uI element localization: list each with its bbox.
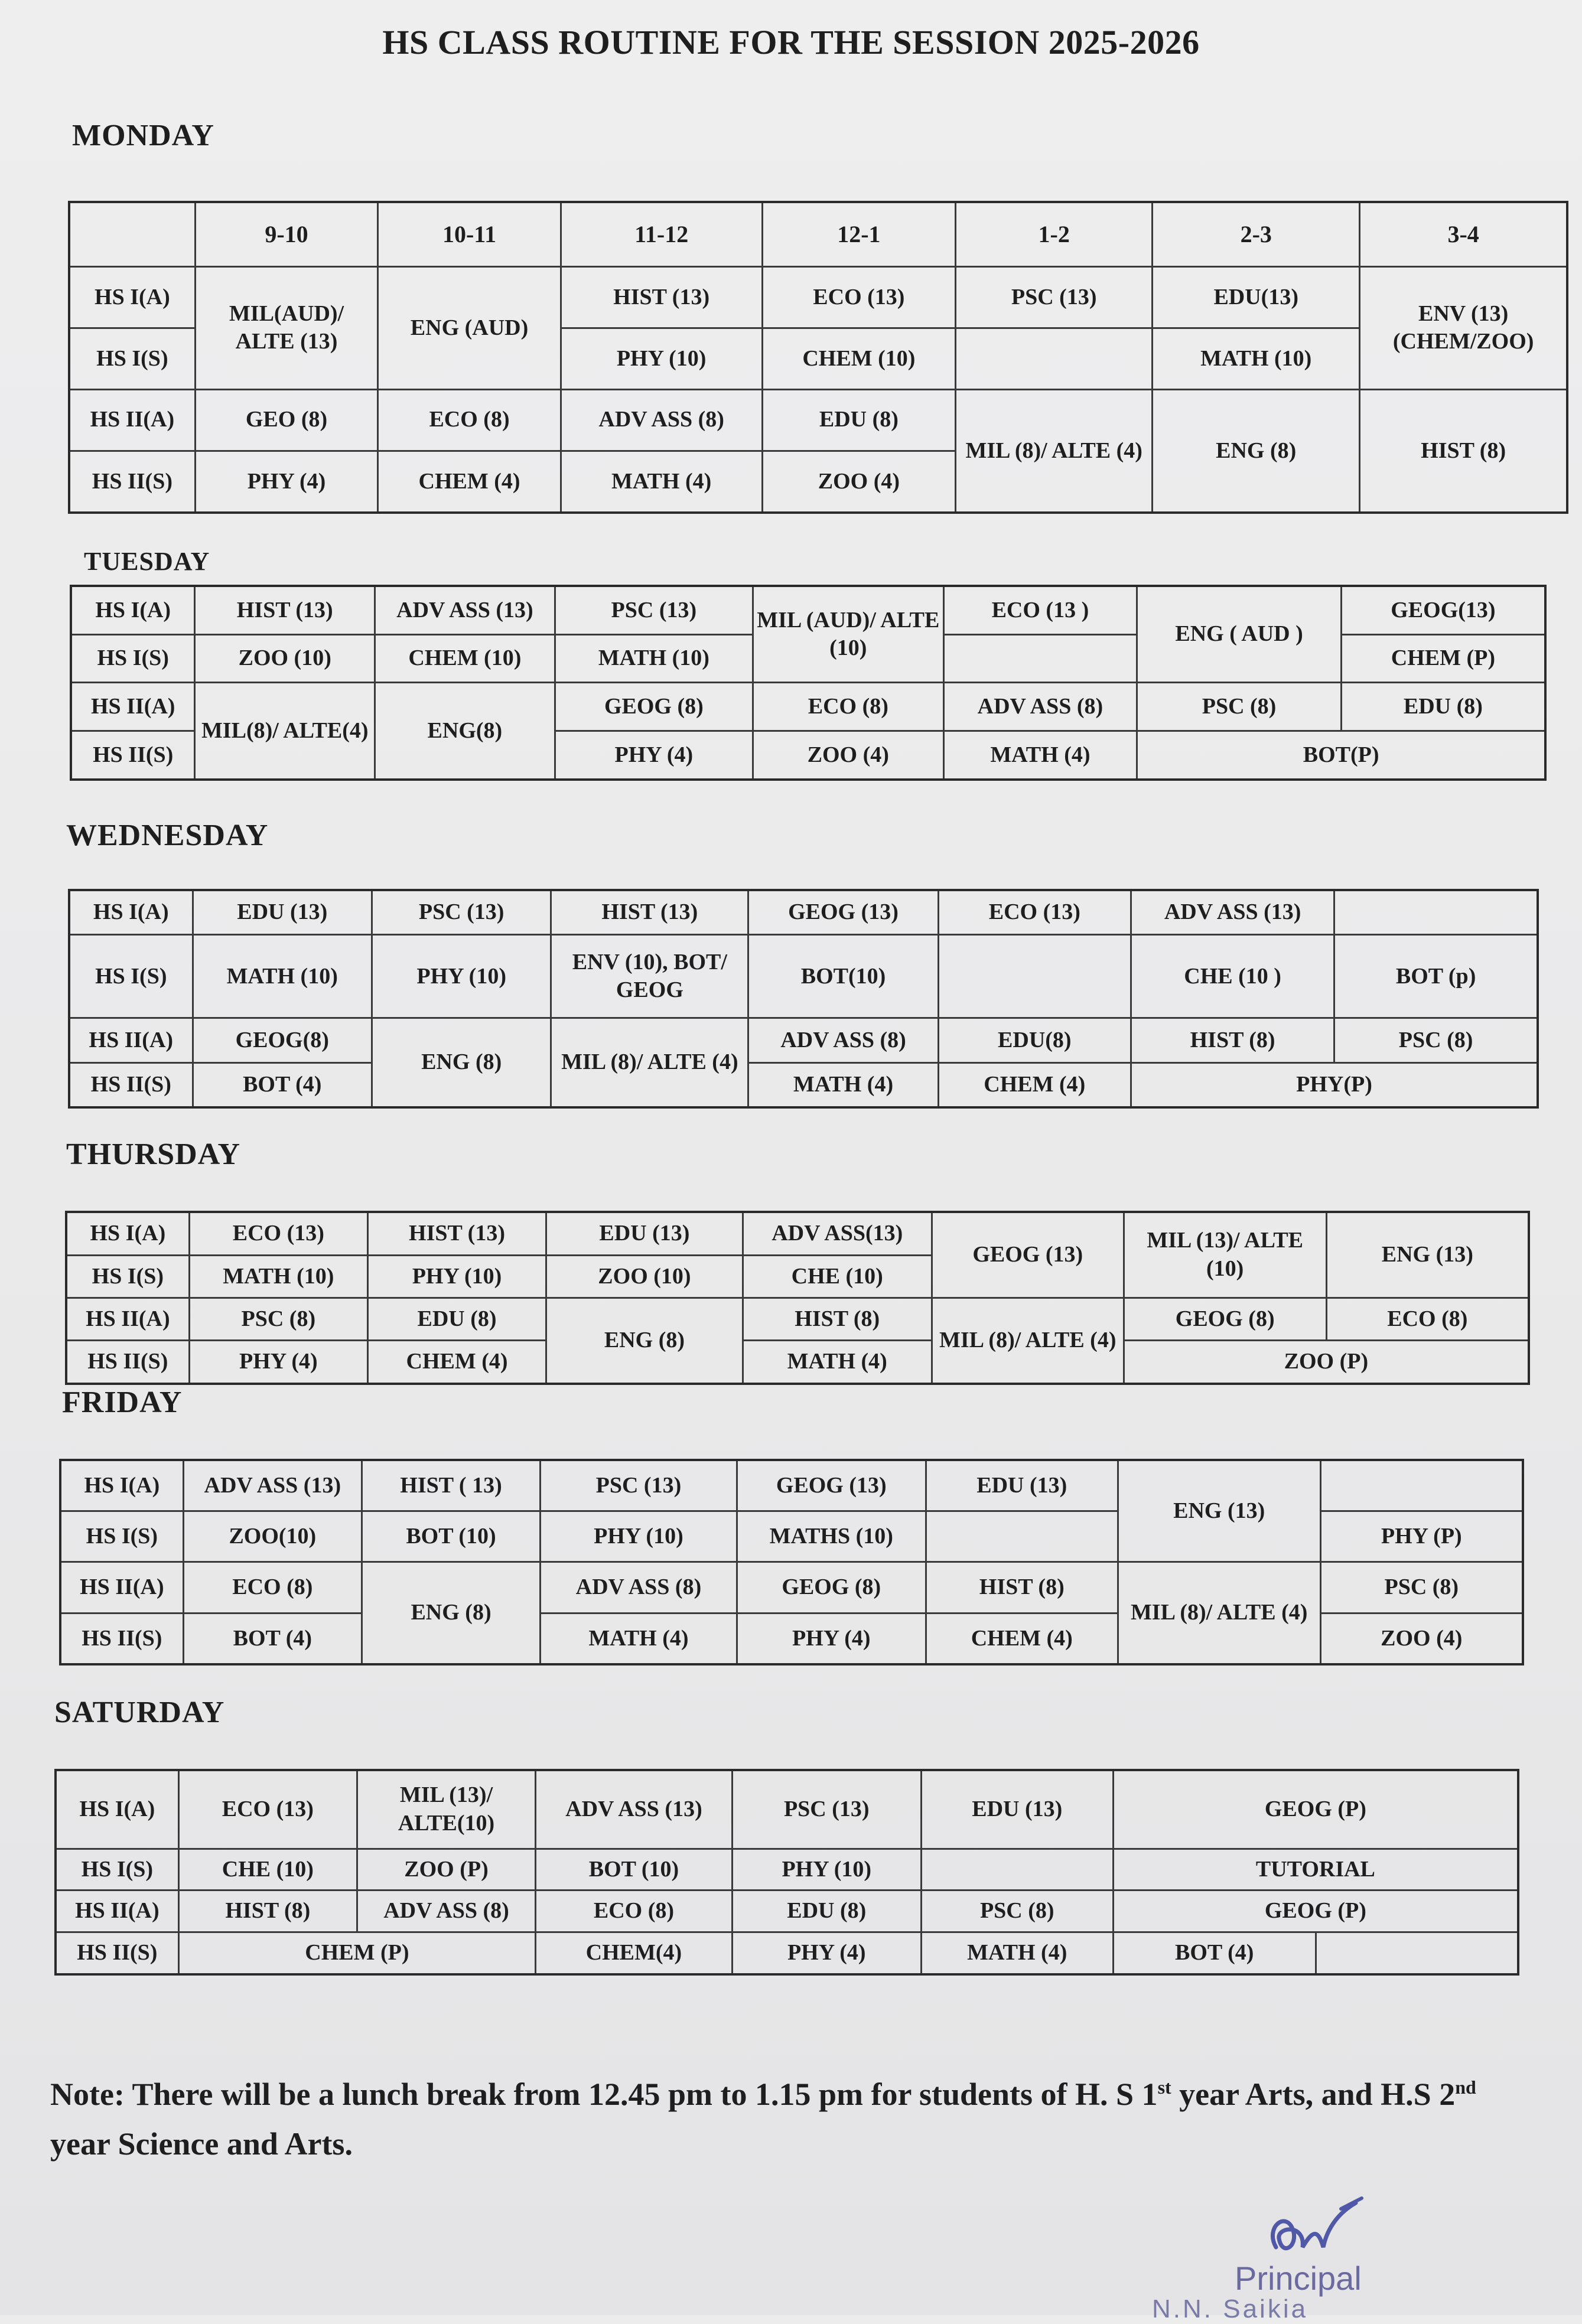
- subject-cell: CHE (10): [743, 1255, 932, 1298]
- note-sup-2: nd: [1455, 2077, 1476, 2098]
- routine-table-tuesday: [70, 585, 1547, 781]
- routine-table-friday: [59, 1459, 1524, 1665]
- subject-cell: MIL (8)/ ALTE (4): [956, 389, 1153, 513]
- routine-table-monday: [68, 201, 1568, 514]
- subject-cell: ADV ASS (8): [541, 1562, 737, 1613]
- subject-cell: [1334, 890, 1538, 935]
- class-row: [69, 389, 1567, 451]
- subject-cell: PSC (13): [956, 267, 1153, 328]
- subject-cell: ADV ASS (8): [561, 389, 762, 451]
- subject-cell: ADV ASS (8): [943, 683, 1137, 731]
- class-label: HS I(S): [56, 1849, 178, 1891]
- subject-cell: HIST (8): [743, 1298, 932, 1340]
- subject-cell: ENV (13) (CHEM/ZOO): [1360, 267, 1567, 390]
- class-label: HS I(A): [60, 1460, 183, 1511]
- class-row: [69, 1062, 1538, 1107]
- subject-cell: BOT (10): [362, 1511, 540, 1562]
- subject-cell: HIST (13): [551, 890, 748, 935]
- subject-cell: EDU (8): [762, 389, 956, 451]
- subject-cell: CHEM (P): [178, 1932, 535, 1974]
- subject-cell: ECO (8): [183, 1562, 362, 1613]
- subject-cell: MIL (8)/ ALTE (4): [1118, 1562, 1320, 1664]
- subject-cell: ECO (8): [753, 683, 944, 731]
- class-row: [60, 1562, 1523, 1613]
- subject-cell: GEOG(8): [193, 1018, 372, 1062]
- subject-cell: PSC (8): [1320, 1562, 1523, 1613]
- subject-cell: PHY (10): [372, 935, 551, 1018]
- subject-cell: ENG (8): [1153, 389, 1360, 513]
- day-heading-saturday: SATURDAY: [54, 1696, 225, 1729]
- subject-cell: ZOO (10): [546, 1255, 743, 1298]
- subject-cell: MIL(AUD)/ ALTE (13): [195, 267, 378, 390]
- class-row: [66, 1341, 1529, 1384]
- subject-cell: MATH (4): [541, 1613, 737, 1664]
- subject-cell: MATH (4): [943, 731, 1137, 780]
- class-row: [56, 1770, 1518, 1849]
- class-label: HS II(A): [69, 1018, 193, 1062]
- subject-cell: ADV ASS (8): [357, 1891, 535, 1932]
- subject-cell: PSC (8): [1137, 683, 1342, 731]
- subject-cell: MATH (10): [1153, 328, 1360, 389]
- subject-cell: PHY (4): [555, 731, 753, 780]
- class-label: HS I(S): [69, 935, 193, 1018]
- subject-cell: EDU (13): [926, 1460, 1118, 1511]
- class-label: HS II(S): [69, 1062, 193, 1107]
- subject-cell: TUTORIAL: [1113, 1849, 1518, 1891]
- subject-cell: BOT (4): [193, 1062, 372, 1107]
- class-label: HS I(S): [69, 328, 195, 389]
- subject-cell: BOT (4): [183, 1613, 362, 1664]
- subject-cell: GEOG (8): [555, 683, 753, 731]
- class-row: [56, 1849, 1518, 1891]
- subject-cell: ENG (13): [1326, 1212, 1529, 1298]
- class-row: [60, 1460, 1523, 1511]
- subject-cell: ECO (13): [189, 1212, 367, 1255]
- time-slot-header: 12-1: [762, 202, 956, 267]
- subject-cell: ZOO(10): [183, 1511, 362, 1562]
- note-prefix: Note:: [50, 2077, 125, 2112]
- class-label: HS II(S): [56, 1932, 178, 1974]
- page-title: HS CLASS ROUTINE FOR THE SESSION 2025-2026: [382, 23, 1200, 61]
- subject-cell: ZOO (10): [195, 634, 375, 683]
- subject-cell: CHEM (10): [762, 328, 956, 389]
- subject-cell: ECO (8): [536, 1891, 733, 1932]
- subject-cell: [938, 935, 1131, 1018]
- subject-cell: HIST ( 13): [362, 1460, 540, 1511]
- class-label: HS II(S): [71, 731, 195, 780]
- subject-cell: GEOG (13): [748, 890, 938, 935]
- subject-cell: CHEM(4): [536, 1932, 733, 1974]
- subject-cell: [1316, 1932, 1518, 1974]
- class-label: HS II(A): [66, 1298, 189, 1340]
- subject-cell: [1320, 1460, 1523, 1511]
- day-heading-wednesday: WEDNESDAY: [66, 819, 269, 852]
- subject-cell: PSC (13): [372, 890, 551, 935]
- class-label: HS II(A): [71, 683, 195, 731]
- class-row: [69, 1018, 1538, 1062]
- subject-cell: CHEM (4): [938, 1062, 1131, 1107]
- subject-cell: ENG ( AUD ): [1137, 586, 1342, 683]
- subject-cell: MATH (4): [743, 1341, 932, 1384]
- subject-cell: MIL (13)/ ALTE (10): [1124, 1212, 1326, 1298]
- subject-cell: GEOG (8): [737, 1562, 926, 1613]
- subject-cell: ADV ASS (8): [748, 1018, 938, 1062]
- subject-cell: HIST (8): [1360, 389, 1567, 513]
- subject-cell: MATH (10): [193, 935, 372, 1018]
- subject-cell: MIL (AUD)/ ALTE (10): [753, 586, 944, 683]
- subject-cell: ENG (8): [546, 1298, 743, 1384]
- time-slot-header: 1-2: [956, 202, 1153, 267]
- class-label: HS I(A): [66, 1212, 189, 1255]
- day-heading-friday: FRIDAY: [62, 1386, 183, 1419]
- header-blank-cell: [69, 202, 195, 267]
- subject-cell: GEOG (13): [932, 1212, 1124, 1298]
- class-row: [69, 935, 1538, 1018]
- class-label: HS II(S): [69, 451, 195, 513]
- subject-cell: ADV ASS (13): [536, 1770, 733, 1849]
- class-row: [69, 267, 1567, 328]
- time-slot-header: 2-3: [1153, 202, 1360, 267]
- subject-cell: MIL (8)/ ALTE (4): [932, 1298, 1124, 1384]
- time-slot-header: 9-10: [195, 202, 378, 267]
- routine-table-thursday: [65, 1211, 1530, 1385]
- subject-cell: PHY (10): [541, 1511, 737, 1562]
- subject-cell: PHY (10): [561, 328, 762, 389]
- subject-cell: ZOO (4): [753, 731, 944, 780]
- subject-cell: PHY (10): [367, 1255, 546, 1298]
- subject-cell: HIST (13): [195, 586, 375, 634]
- day-heading-tuesday: TUESDAY: [84, 547, 210, 576]
- time-slot-header-row: [69, 202, 1567, 267]
- subject-cell: HIST (8): [1131, 1018, 1334, 1062]
- subject-cell: ENG (AUD): [378, 267, 561, 390]
- subject-cell: CHEM (10): [375, 634, 555, 683]
- subject-cell: EDU (13): [193, 890, 372, 935]
- subject-cell: ECO (13): [762, 267, 956, 328]
- subject-cell: BOT (p): [1334, 935, 1538, 1018]
- subject-cell: MATH (4): [561, 451, 762, 513]
- subject-cell: MATH (10): [555, 634, 753, 683]
- subject-cell: HIST (13): [561, 267, 762, 328]
- note-text-1: There will be a lunch break from 12.45 pm to 1.15 pm for students of H. S 1: [124, 2077, 1158, 2112]
- subject-cell: PHY (4): [189, 1341, 367, 1384]
- subject-cell: MATHS (10): [737, 1511, 926, 1562]
- subject-cell: PSC (8): [1334, 1018, 1538, 1062]
- subject-cell: ECO (13): [178, 1770, 357, 1849]
- subject-cell: [926, 1511, 1118, 1562]
- lunch-break-note: [50, 2070, 1533, 2169]
- subject-cell: ADV ASS(13): [743, 1212, 932, 1255]
- note-text-2: year Arts, and H.S 2: [1171, 2077, 1456, 2112]
- routine-table-saturday: [54, 1769, 1519, 1976]
- subject-cell: ENG (8): [362, 1562, 540, 1664]
- subject-cell: PSC (8): [921, 1891, 1113, 1932]
- subject-cell: ADV ASS (13): [375, 586, 555, 634]
- note-text-3: year Science and Arts.: [50, 2126, 353, 2162]
- class-row: [56, 1891, 1518, 1932]
- subject-cell: CHE (10 ): [1131, 935, 1334, 1018]
- class-label: HS I(S): [71, 634, 195, 683]
- routine-table-wednesday: [68, 889, 1539, 1109]
- subject-cell: ECO (8): [378, 389, 561, 451]
- class-row: [66, 1212, 1529, 1255]
- subject-cell: EDU (8): [367, 1298, 546, 1340]
- class-label: HS I(A): [69, 267, 195, 328]
- day-heading-thursday: THURSDAY: [66, 1137, 241, 1171]
- subject-cell: ADV ASS (13): [183, 1460, 362, 1511]
- subject-cell: PHY (4): [195, 451, 378, 513]
- subject-cell: HIST (8): [926, 1562, 1118, 1613]
- subject-cell: EDU (13): [546, 1212, 743, 1255]
- subject-cell: MATH (4): [921, 1932, 1113, 1974]
- time-slot-header: 10-11: [378, 202, 561, 267]
- subject-cell: HIST (8): [178, 1891, 357, 1932]
- subject-cell: BOT (10): [536, 1849, 733, 1891]
- subject-cell: HIST (13): [367, 1212, 546, 1255]
- subject-cell: GEOG (13): [737, 1460, 926, 1511]
- subject-cell: BOT(P): [1137, 731, 1545, 780]
- subject-cell: BOT (4): [1113, 1932, 1316, 1974]
- class-label: HS I(A): [71, 586, 195, 634]
- subject-cell: PHY (P): [1320, 1511, 1523, 1562]
- subject-cell: ADV ASS (13): [1131, 890, 1334, 935]
- subject-cell: PSC (13): [555, 586, 753, 634]
- class-row: [56, 1932, 1518, 1974]
- subject-cell: CHE (10): [178, 1849, 357, 1891]
- class-label: HS II(S): [66, 1341, 189, 1384]
- subject-cell: MATH (10): [189, 1255, 367, 1298]
- subject-cell: [921, 1849, 1113, 1891]
- subject-cell: GEOG(13): [1341, 586, 1545, 634]
- subject-cell: PHY (4): [732, 1932, 921, 1974]
- subject-cell: PHY (4): [737, 1613, 926, 1664]
- class-label: HS I(S): [60, 1511, 183, 1562]
- subject-cell: PHY (10): [732, 1849, 921, 1891]
- subject-cell: PSC (13): [732, 1770, 921, 1849]
- class-row: [71, 586, 1545, 634]
- principal-seal-line: N.N. Saikia: [1152, 2294, 1308, 2323]
- subject-cell: ZOO (4): [1320, 1613, 1523, 1664]
- subject-cell: GEOG (8): [1124, 1298, 1326, 1340]
- subject-cell: CHEM (4): [367, 1341, 546, 1384]
- subject-cell: CHEM (P): [1341, 634, 1545, 683]
- class-row: [71, 683, 1545, 731]
- time-slot-header: 11-12: [561, 202, 762, 267]
- subject-cell: ENG (13): [1118, 1460, 1320, 1562]
- subject-cell: [943, 634, 1137, 683]
- class-label: HS II(A): [56, 1891, 178, 1932]
- subject-cell: ENV (10), BOT/ GEOG: [551, 935, 748, 1018]
- subject-cell: EDU (8): [732, 1891, 921, 1932]
- principal-title: Principal: [1235, 2260, 1362, 2297]
- subject-cell: MATH (4): [748, 1062, 938, 1107]
- subject-cell: ZOO (4): [762, 451, 956, 513]
- class-label: HS I(S): [66, 1255, 189, 1298]
- subject-cell: MIL(8)/ ALTE(4): [195, 683, 375, 780]
- subject-cell: ENG (8): [372, 1018, 551, 1107]
- subject-cell: ECO (13 ): [943, 586, 1137, 634]
- subject-cell: PSC (13): [541, 1460, 737, 1511]
- class-label: HS II(A): [60, 1562, 183, 1613]
- subject-cell: MIL (8)/ ALTE (4): [551, 1018, 748, 1107]
- subject-cell: MIL (13)/ ALTE(10): [357, 1770, 535, 1849]
- note-sup-1: st: [1157, 2077, 1171, 2098]
- class-label: HS II(A): [69, 389, 195, 451]
- subject-cell: BOT(10): [748, 935, 938, 1018]
- class-label: HS II(S): [60, 1613, 183, 1664]
- subject-cell: EDU (8): [1341, 683, 1545, 731]
- class-label: HS I(A): [56, 1770, 178, 1849]
- subject-cell: GEO (8): [195, 389, 378, 451]
- subject-cell: EDU(8): [938, 1018, 1131, 1062]
- subject-cell: ZOO (P): [1124, 1341, 1529, 1384]
- subject-cell: ECO (8): [1326, 1298, 1529, 1340]
- subject-cell: [956, 328, 1153, 389]
- subject-cell: ENG(8): [375, 683, 555, 780]
- class-row: [66, 1298, 1529, 1340]
- day-heading-monday: MONDAY: [72, 119, 214, 152]
- class-label: HS I(A): [69, 890, 193, 935]
- subject-cell: EDU(13): [1153, 267, 1360, 328]
- subject-cell: ZOO (P): [357, 1849, 535, 1891]
- subject-cell: EDU (13): [921, 1770, 1113, 1849]
- subject-cell: PHY(P): [1131, 1062, 1538, 1107]
- subject-cell: CHEM (4): [926, 1613, 1118, 1664]
- subject-cell: GEOG (P): [1113, 1770, 1518, 1849]
- subject-cell: PSC (8): [189, 1298, 367, 1340]
- subject-cell: CHEM (4): [378, 451, 561, 513]
- class-row: [69, 890, 1538, 935]
- subject-cell: ECO (13): [938, 890, 1131, 935]
- time-slot-header: 3-4: [1360, 202, 1567, 267]
- subject-cell: GEOG (P): [1113, 1891, 1518, 1932]
